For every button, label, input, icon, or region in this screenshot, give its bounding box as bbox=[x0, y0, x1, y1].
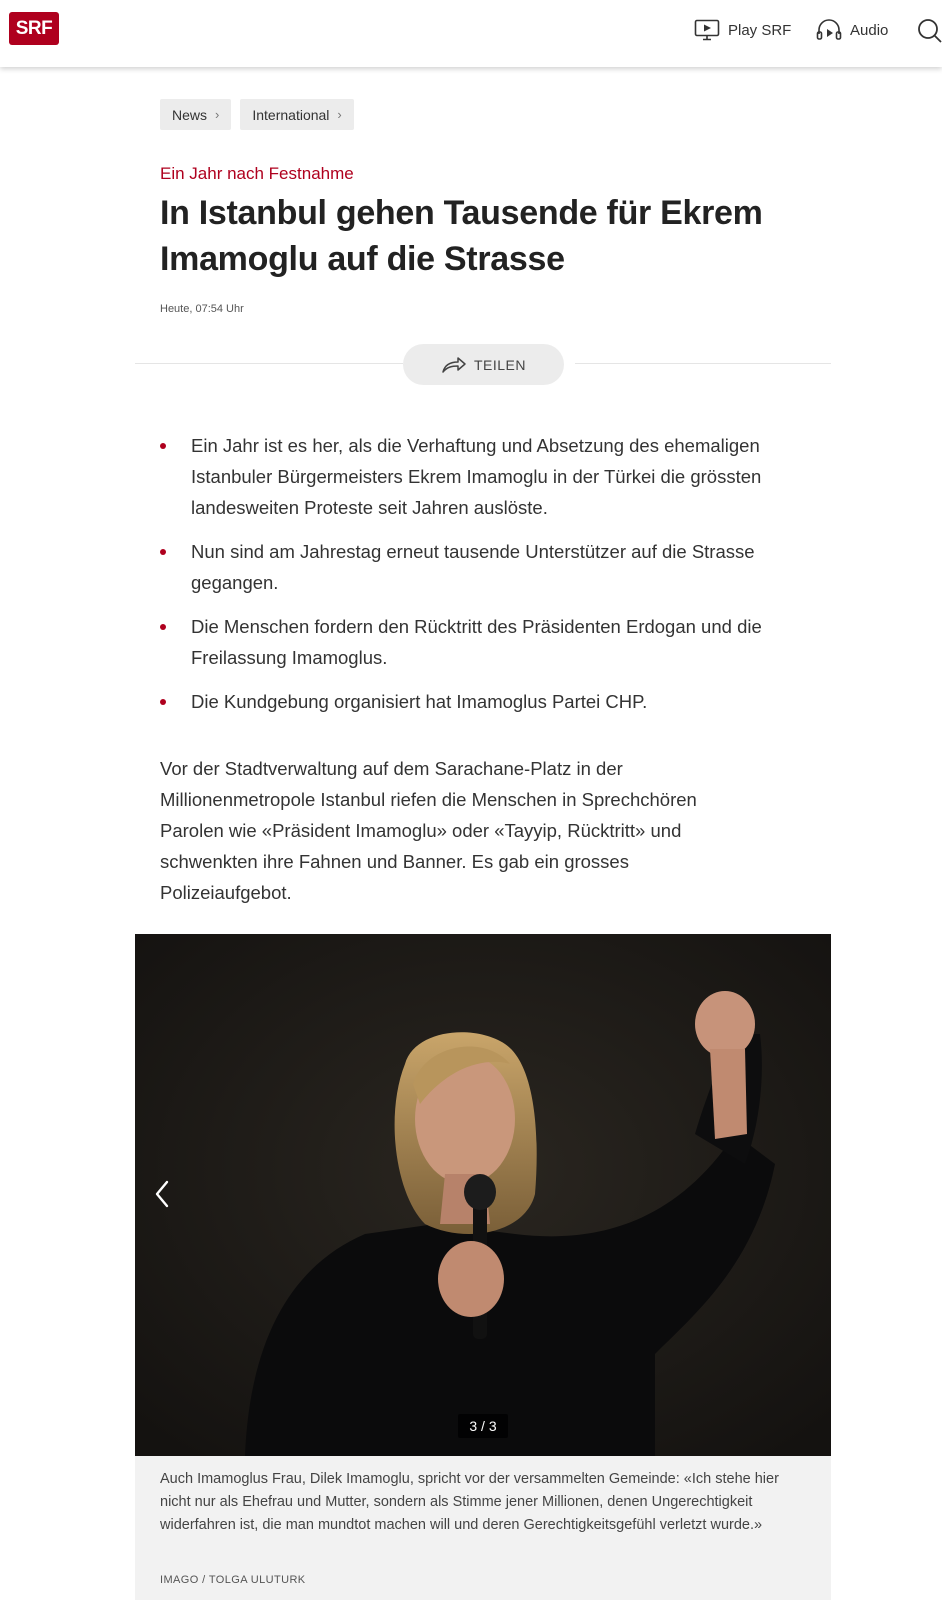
chevron-right-icon: › bbox=[337, 107, 342, 122]
top-bar bbox=[0, 0, 942, 67]
breadcrumb-news[interactable] bbox=[160, 99, 231, 130]
nav-audio[interactable] bbox=[816, 17, 888, 43]
article-body: Vor der Stadtverwaltung auf dem Sarachane-Platz in der Millionenmetropole Istanbul riefen die Menschen in Sprechchören Parolen wie «Präsident Imamoglu» oder «Tayyip, Rücktritt» und schwenkten ihre Fahnen und Banner. Es gab ein grosses Polizeiaufgebot. bbox=[160, 758, 697, 903]
image-gallery[interactable] bbox=[135, 934, 831, 1456]
gallery-photo bbox=[135, 934, 831, 1456]
share-label: TEILEN bbox=[473, 356, 526, 373]
chevron-left-icon[interactable] bbox=[147, 1172, 177, 1216]
breadcrumb-international-label: International bbox=[252, 106, 330, 123]
summary-item: Die Kundgebung organisiert hat Imamoglus Partei CHP. bbox=[160, 686, 810, 717]
gallery-credit: IMAGO / TOLGA ULUTURK bbox=[160, 1574, 306, 1586]
share-arrow-icon bbox=[441, 356, 467, 374]
share-button[interactable] bbox=[403, 344, 564, 385]
gallery-counter: 3 / 3 bbox=[458, 1414, 508, 1438]
gallery-caption: Auch Imamoglus Frau, Dilek Imamoglu, spricht vor der versammelten Gemeinde: «Ich stehe hier nicht nur als Ehefrau und Mutter, sondern als Stimme jener Millionen, denen Ungerechtigkeit widerfahren ist, die man mundtot machen will und deren Gerechtigkeitsgefühl verletzt wurde.» bbox=[160, 1471, 779, 1533]
nav-audio-label: Audio bbox=[850, 21, 889, 39]
article-date: Heute, 07:54 Uhr bbox=[160, 303, 244, 315]
divider bbox=[135, 363, 403, 364]
nav-play-srf-label: Play SRF bbox=[728, 21, 792, 39]
headphones-play-icon bbox=[816, 19, 842, 41]
search-icon[interactable] bbox=[916, 17, 942, 43]
chevron-right-icon: › bbox=[215, 107, 220, 122]
article-kicker: Ein Jahr nach Festnahme bbox=[160, 164, 354, 183]
article-title: In Istanbul gehen Tausende für Ekrem Imamoglu auf die Strasse bbox=[160, 194, 763, 278]
summary-item: Die Menschen fordern den Rücktritt des Präsidenten Erdogan und die Freilassung Imamoglus. bbox=[160, 611, 810, 673]
summary-item: Ein Jahr ist es her, als die Verhaftung und Absetzung des ehemaligen Istanbuler Bürgermeisters Ekrem Imamoglu in der Türkei die grössten landesweiten Proteste seit Jahren auslöste. bbox=[160, 430, 810, 523]
gallery-caption-box bbox=[135, 1456, 831, 1600]
breadcrumb bbox=[160, 99, 354, 130]
play-tv-icon bbox=[694, 19, 720, 41]
article-summary bbox=[160, 430, 810, 730]
summary-item: Nun sind am Jahrestag erneut tausende Unterstützer auf die Strasse gegangen. bbox=[160, 536, 810, 598]
srf-logo[interactable]: SRF bbox=[9, 12, 59, 45]
divider bbox=[575, 363, 831, 364]
nav-play-srf[interactable] bbox=[694, 17, 791, 43]
breadcrumb-news-label: News bbox=[172, 106, 208, 123]
breadcrumb-international[interactable] bbox=[240, 99, 353, 130]
